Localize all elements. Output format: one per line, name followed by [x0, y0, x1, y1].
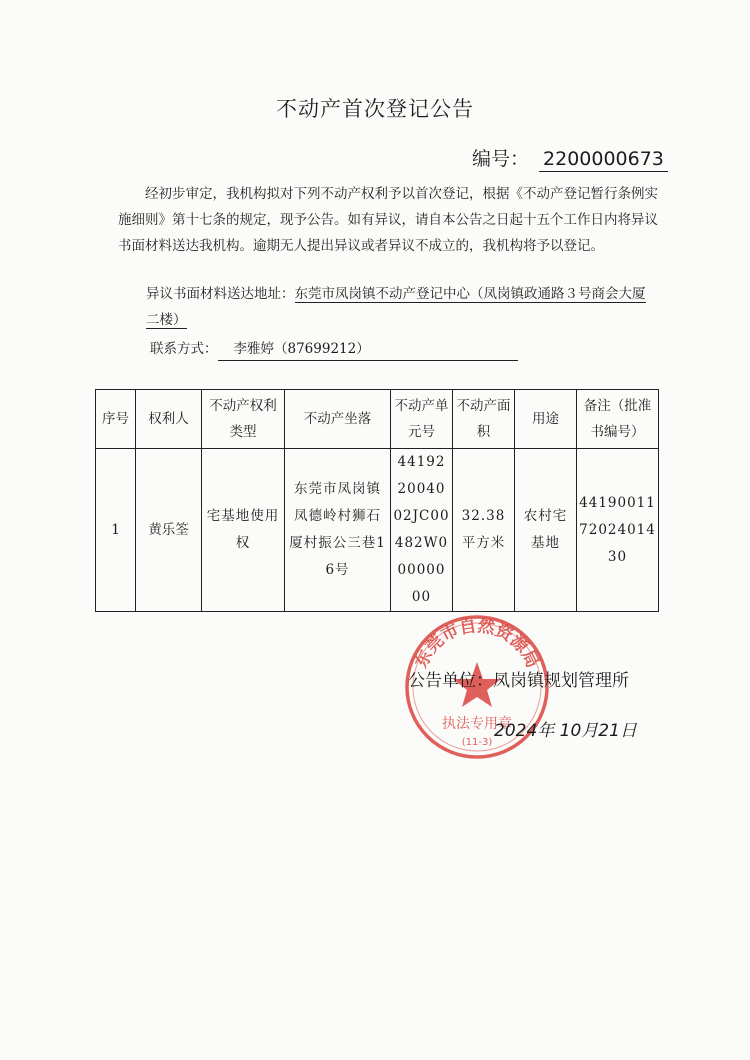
number-label: 编号： [472, 148, 530, 170]
table-row [96, 449, 659, 612]
table-header-cell: 权利人 [136, 390, 202, 449]
address-label: 异议书面材料送达地址： [146, 286, 295, 302]
table-cell-unit-number: 441922004002JC00482W00000000 [391, 449, 453, 612]
table-header-row [96, 390, 659, 449]
registration-table [95, 389, 659, 612]
date-value: 2024年 10月21日 [494, 721, 637, 741]
page-title: 不动产首次登记公告 [276, 97, 474, 121]
contact-value: 李雅婷（87699212） [218, 338, 518, 361]
objection-address [146, 281, 656, 333]
table-cell-right-type: 宅基地使用权 [202, 449, 285, 612]
table-cell-owner: 黄乐筌 [136, 449, 202, 612]
table-header-cell: 不动产单元号 [391, 390, 453, 449]
table-header-cell: 备注（批准书编号） [577, 390, 659, 449]
table-header-cell: 序号 [96, 390, 136, 449]
table-cell-remark: 441900117202401430 [577, 449, 659, 612]
table-cell-index: 1 [96, 449, 136, 612]
table-header-cell: 不动产面积 [453, 390, 515, 449]
notice-paragraph: 经初步审定，我机构拟对下列不动产权利予以首次登记，根据《不动产登记暂行条例实施细则》第十七条的规定，现予公告。如有异议，请自本公告之日起十五个工作日内将异议书面材料送达我机构。逾期无人提出异议或者异议不成立的，我机构将予以登记。 [118, 186, 658, 254]
contact-label: 联系方式： [150, 341, 218, 357]
number-value: 2200000673 [539, 148, 668, 172]
seal-text: 东莞市自然资源局 [411, 616, 543, 672]
seal-code: (11-3) [461, 737, 493, 748]
address-value: 东莞市凤岗镇不动产登记中心（凤岗镇政通路３号商会大厦二楼） [146, 286, 646, 328]
table-header-cell: 不动产坐落 [285, 390, 391, 449]
contact-info [150, 338, 518, 361]
publisher: 公告单位：凤岗镇规划管理所 [408, 671, 629, 691]
svg-text:东莞市自然资源局 [411, 615, 543, 671]
table-header-cell: 不动产权利类型 [202, 390, 285, 449]
publish-date [494, 716, 637, 741]
table-cell-location: 东莞市凤岗镇凤德岭村狮石厦村振公三巷16号 [285, 449, 391, 612]
table-header-cell: 用途 [515, 390, 577, 449]
table-cell-area: 32.38平方米 [453, 449, 515, 612]
table-cell-usage: 农村宅基地 [515, 449, 577, 612]
notice-number [472, 144, 668, 172]
seal-subtext: 执法专用章 [442, 716, 512, 732]
